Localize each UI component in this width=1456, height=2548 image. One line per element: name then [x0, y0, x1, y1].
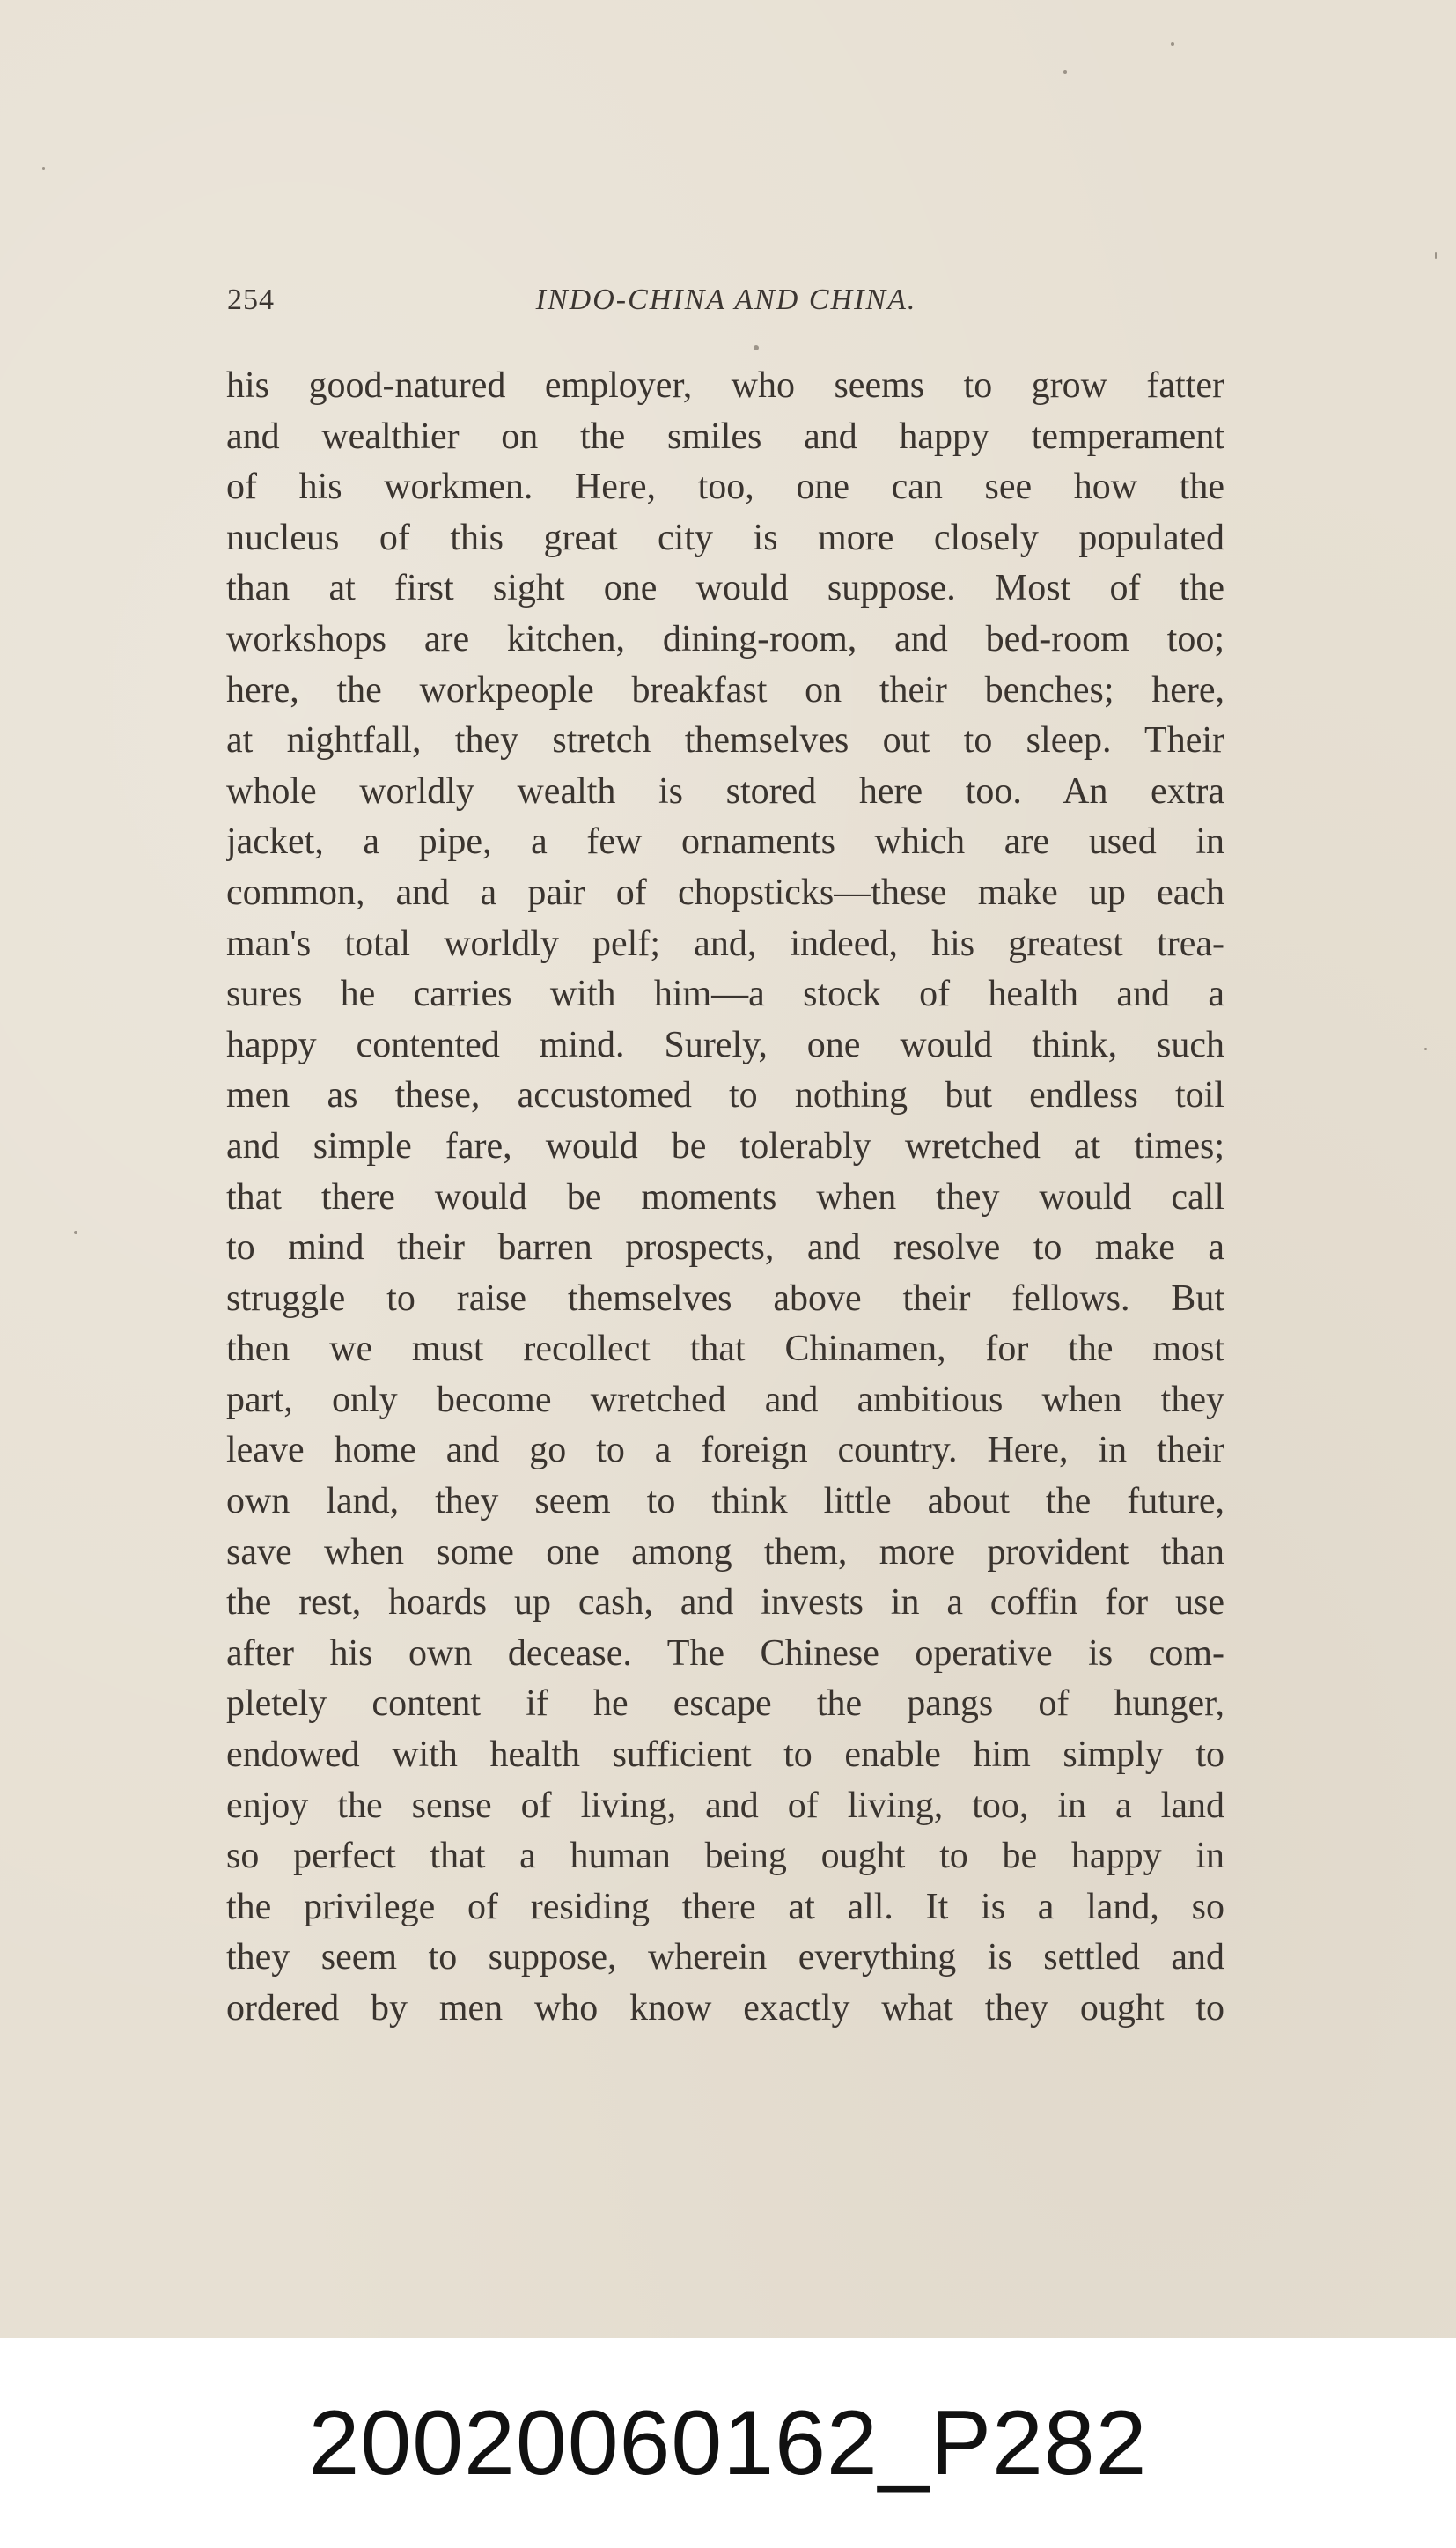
text-line: the privilege of residing there at all. It is a land, so [226, 1886, 1224, 1927]
text-line: sures he carries with him—a stock of health and a [226, 974, 1224, 1015]
catalog-id: 20020060162_P282 [308, 2392, 1148, 2494]
paper-speck [1063, 70, 1067, 74]
page-header [227, 284, 1225, 328]
text-line: part, only become wretched and ambitious when they [226, 1379, 1224, 1420]
paper-speck [754, 345, 759, 350]
text-line: pletely content if he escape the pangs of hunger, [226, 1683, 1224, 1725]
text-line: common, and a pair of chopsticks—these make up each [226, 872, 1224, 913]
text-line: of his workmen. Here, too, one can see how the [226, 467, 1224, 508]
text-line: endowed with health sufficient to enable him simply to [226, 1734, 1224, 1776]
text-line: jacket, a pipe, a few ornaments which are used in [226, 821, 1224, 863]
text-line: whole worldly wealth is stored here too. An extra [226, 770, 1224, 812]
paper-speck [1435, 252, 1437, 259]
text-line: enjoy the sense of living, and of living, too, in a land [226, 1785, 1224, 1826]
text-line: save when some one among them, more provident than [226, 1531, 1224, 1572]
body-text [226, 361, 1224, 2035]
text-line: struggle to raise themselves above their fellows. But [226, 1278, 1224, 1319]
text-line: the rest, hoards up cash, and invests in a coffin for use [226, 1582, 1224, 1624]
text-line: here, the workpeople breakfast on their benches; here, [226, 669, 1224, 711]
text-line: and wealthier on the smiles and happy temperament [226, 416, 1224, 457]
page-number: 254 [227, 284, 275, 316]
text-line: that there would be moments when they would call [226, 1176, 1224, 1218]
paper-speck [74, 1231, 77, 1234]
text-line: men as these, accustomed to nothing but endless toil [226, 1075, 1224, 1116]
text-line: so perfect that a human being ought to be happy in [226, 1836, 1224, 1877]
text-line: to mind their barren prospects, and resolve to make a [226, 1227, 1224, 1269]
text-line: then we must recollect that Chinamen, for the most [226, 1329, 1224, 1370]
text-line: workshops are kitchen, dining-room, and bed-room too; [226, 618, 1224, 659]
paper-speck [42, 167, 45, 170]
text-line: than at first sight one would suppose. Most of the [226, 568, 1224, 609]
text-line: and simple fare, would be tolerably wretched at times; [226, 1125, 1224, 1167]
text-line: ordered by men who know exactly what they ought to [226, 1988, 1224, 2029]
text-line: own land, they seem to think little about the future, [226, 1481, 1224, 1522]
text-line: leave home and go to a foreign country. Here, in their [226, 1430, 1224, 1471]
paper-speck [1424, 1048, 1427, 1050]
text-line: man's total worldly pelf; and, indeed, his greatest trea- [226, 923, 1224, 964]
text-line: nucleus of this great city is more closely populated [226, 517, 1224, 558]
running-head: INDO-CHINA AND CHINA. [535, 284, 917, 316]
paper-speck [1171, 42, 1174, 46]
text-line: happy contented mind. Surely, one would think, such [226, 1024, 1224, 1065]
text-line: at nightfall, they stretch themselves out to sleep. Their [226, 720, 1224, 762]
catalog-footer [0, 2338, 1456, 2548]
text-line: his good-natured employer, who seems to grow fatter [226, 365, 1224, 406]
text-line: after his own decease. The Chinese operative is com- [226, 1632, 1224, 1674]
text-line: they seem to suppose, wherein everything is settled and [226, 1937, 1224, 1978]
